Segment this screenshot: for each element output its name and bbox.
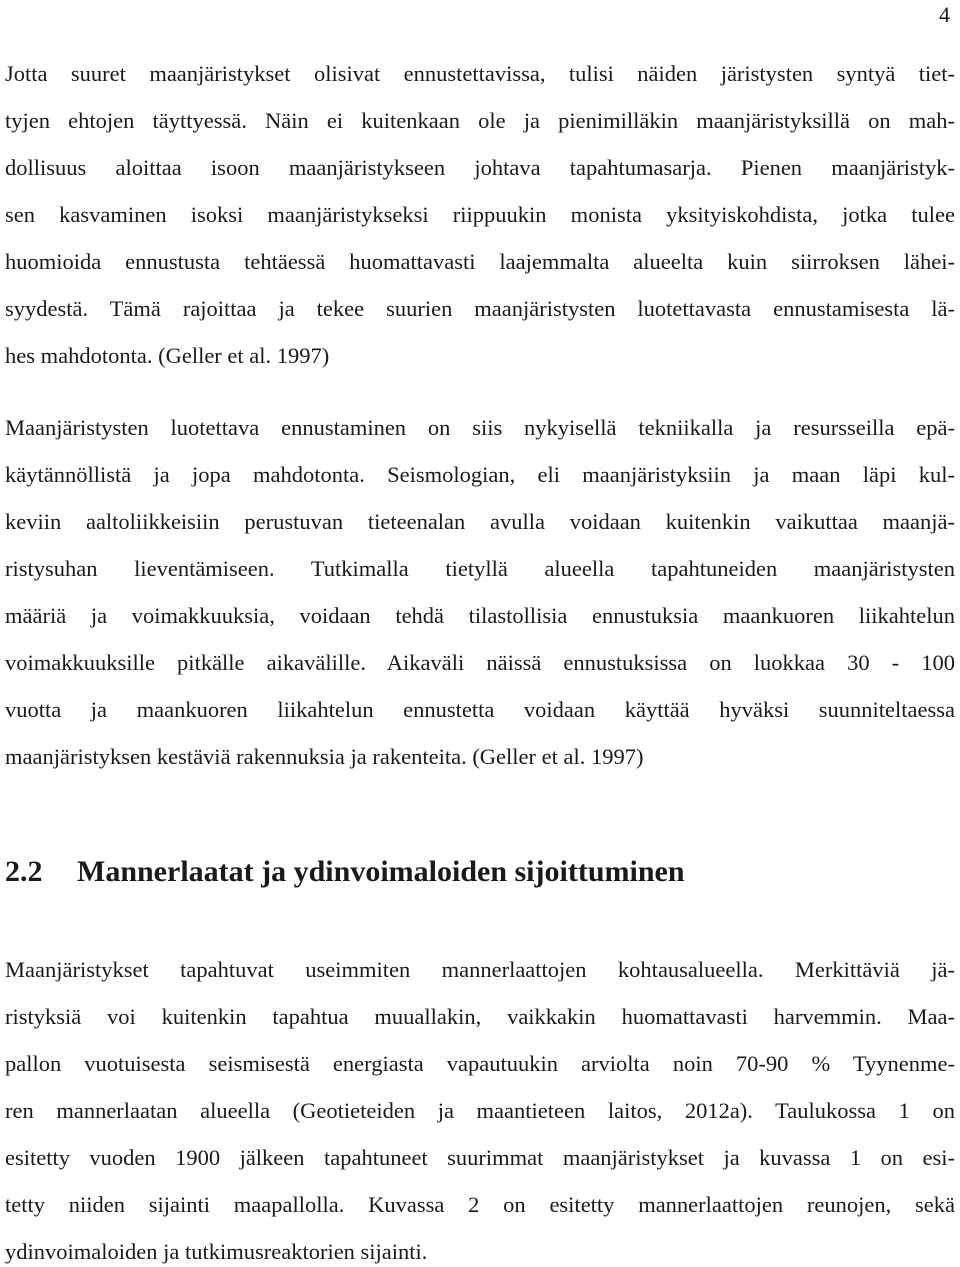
text-line: ydinvoimaloiden ja tutkimusreaktorien sijainti. [5,1239,428,1264]
text-line: pallon vuotuisesta seismisestä energiasta vapautuukin arviolta noin 70-90 % Tyynenme- [5,1051,955,1076]
text-line: keviin aaltoliikkeisiin perustuvan tieteenalan avulla voidaan kuitenkin vaikuttaa maanjä- [5,509,955,534]
text-line: Maanjäristysten luotettava ennustaminen on siis nykyisellä tekniikalla ja resursseilla epä- [5,415,955,440]
text-line: ren mannerlaatan alueella (Geotieteiden ja maantieteen laitos, 2012a). Taulukossa 1 on [5,1098,955,1123]
text-line: vuotta ja maankuoren liikahtelun ennustetta voidaan käyttää hyväksi suunniteltaessa [5,697,955,722]
text-line: voimakkuuksille pitkälle aikavälille. Aikaväli näissä ennustuksissa on luokkaa 30 - 100 [5,650,955,675]
section-title: Mannerlaatat ja ydinvoimaloiden sijoittuminen [77,855,685,888]
text-line: Maanjäristykset tapahtuvat useimmiten mannerlaattojen kohtausalueella. Merkittäviä jä- [5,957,955,982]
text-line: käytännöllistä ja jopa mahdotonta. Seismologian, eli maanjäristyksiin ja maan läpi kul- [5,462,955,487]
text-line: tetty niiden sijainti maapallolla. Kuvassa 2 on esitetty mannerlaattojen reunojen, sekä [5,1192,955,1217]
text-line: ristyksiä voi kuitenkin tapahtua muuallakin, vaikkakin huomattavasti harvemmin. Maa- [5,1004,955,1029]
text-line: syydestä. Tämä rajoittaa ja tekee suurien maanjäristysten luotettavasta ennustamisesta lä- [5,296,955,321]
text-line: Jotta suuret maanjäristykset olisivat ennustettavissa, tulisi näiden järistysten syntyä tiet- [5,61,955,86]
text-line: dollisuus aloittaa isoon maanjäristykseen johtava tapahtumasarja. Pienen maanjäristyk- [5,155,955,180]
text-line: maanjäristyksen kestäviä rakennuksia ja rakenteita. (Geller et al. 1997) [5,744,644,769]
text-line: sen kasvaminen isoksi maanjäristykseksi riippuukin monista yksityiskohdista, jotka tulee [5,202,955,227]
page-number: 4 [939,2,950,27]
text-line: esitetty vuoden 1900 jälkeen tapahtuneet suurimmat maanjäristykset ja kuvassa 1 on esi- [5,1145,955,1170]
text-line: hes mahdotonta. (Geller et al. 1997) [5,343,330,368]
section-number: 2.2 [5,855,43,888]
text-line: huomioida ennustusta tehtäessä huomattavasti laajemmalta alueelta kuin siirroksen lähei- [5,249,955,274]
section-heading [5,852,685,892]
text-line: ristysuhan lieventämiseen. Tutkimalla tietyllä alueella tapahtuneiden maanjäristysten [5,556,955,581]
text-line: tyjen ehtojen täyttyessä. Näin ei kuitenkaan ole ja pienimilläkin maanjäristyksillä on mah- [5,108,955,133]
text-line: määriä ja voimakkuuksia, voidaan tehdä tilastollisia ennustuksia maankuoren liikahtelun [5,603,955,628]
